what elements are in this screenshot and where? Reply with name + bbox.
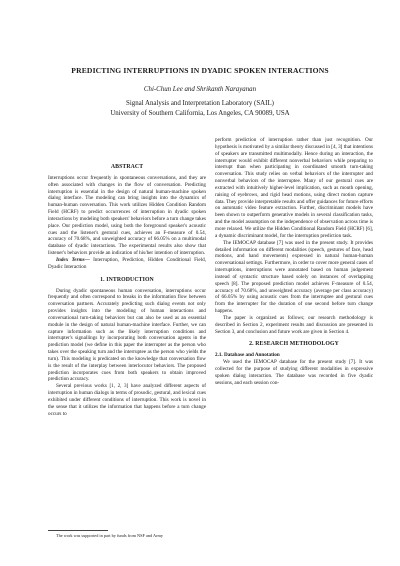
left-column [48,164,206,418]
introduction-paragraph-2: Several previous works [1, 2, 3] have analyzed different aspects of interruption in human dialogs in terms of prosodic, gestural, and lexical cues exhibited under different conditions of interruption. This work is novel in the sense that it utilizes the information that happens before a turn change occurs to [48,383,206,417]
index-terms [48,257,206,271]
right-paragraph-2: The IEMOCAP database [7] was used in the present study. It provides detailed information on different modalities (speech, gestures of face, head motions, and hand movements) expressed in natural human-human conversational settings. Furthermore, in order to cover more general cases of interruptions, interruptions were annotated based on human judgement instead of syntactic structure based solely on instances of overlapping speech [8]. The proposed prediction model achieves F-measure of 0.54, accuracy of 70.68%, and unweighted accuracy (average per class accuracy) of 66.05% by using acoustic cues from the interruptee and gestural cues from the interrupter for the duration of one second before turn change happens. [215,239,373,315]
affiliation-university: University of Southern California, Los Angeles, CA 90089, USA [110,110,290,117]
right-column [215,137,373,387]
footnote: The work was supported in part by funds from NSF and Army [56,533,164,538]
introduction-heading: 1. INTRODUCTION [100,276,154,283]
index-terms-list: Interruption, Prediction, Hidden Conditional Field, Dyadic Interaction [48,256,207,270]
abstract-body: Interruptions occur frequently in spontaneous conversations, and they are often associated with changes in the flow of conversation. Predicting interruption is essential in the design of natural human-machine spoken dialog interface. The modeling can bring insights into the dynamics of human-human conversation. This work utilizes Hidden Condition Random Field (HCRF) to predict occurrences of interruption in dyadic spoken interactions by modeling both speakers' behaviors before a turn change takes place. Our prediction model, using both the foreground speaker's acoustic cues and the listener's gestural cues, achieves an F-measure of 0.54, accuracy of 70.68%, and unweighted accuracy of 66.05% on a multimodal database of dyadic interactions. The experimental results also show that listener's behaviors provide an indication of his/her intention of interruption. [48,174,206,257]
subsection-heading: 2.1. Database and Annotation [215,352,280,359]
right-paragraph-3: The paper is organized as follows; our research methodology is described in Section 2, experiment results and discussion are presented in Section 3, and conclusion and future work are given in Section 4. [215,314,373,335]
paper-authors: Chi-Chun Lee and Shrikanth Narayanan [143,86,257,93]
introduction-paragraph-1: During dyadic spontaneous human conversation, interruptions occur frequently and often correspond to breaks in the information flow between conversation partners. Accurately predicting such dialog events not only provides insights into the modeling of human interactions and conversational turn-taking behaviors but can also be used as an essential module in the design of natural human-machine interface. Further, we can capture information such as the likely interruption conditions and interrupter's signallings by incorporating both conversation agents in the prediction model (we define in this paper the interrupter as the person who takes over the speaking turn and the interruptee as the person who yields the turn). This modeling is predicated on the knowledge that conversation flow is the result of the interplay between interlocutor behaviors. The proposed prediction incorporates cues from both speakers to obtain improved prediction accuracy. [48,287,206,383]
right-paragraph-1: perform prediction of interruption rather than just recognition. Our hypothesis is motivated by a similar theory discussed in [4, 3] that intentions of speakers are transmitted multimodally. Hence during an interaction, the interrupter would exhibit different nonverbal behaviors while preparing to interrupt than when participating in coordinated smooth turn-taking conversation. This study relies on verbal behaviors of the interrupter and nonverbal behaviors of the interruptee. Many of our gestural cues are extracted with intuitively higher-level implication, such as mouth opening, raising of eyebrows, and rigid head motions, using direct motion capture data. They provide interpretable results and offer guidances for future efforts on automatic video feature extraction. Further, discriminant models have been shown to outperform generative models in several classification tasks, and the model assumption on the independence of observation across time is more relaxed. We utilize the Hidden Conditional Random Field (HCRF) [6], a dynamic discriminant model, for the interruption prediction task. [215,137,373,239]
abstract-heading: ABSTRACT [110,164,144,170]
footnote-rule [48,530,108,531]
methodology-heading: 2. RESEARCH METHODOLOGY [249,341,339,348]
right-paragraph-4: We used the IEMOCAP database for the present study [7]. It was collected for the purpose of studying different modalities in expressive spoken dialog interaction. The database was recorded in five dyadic sessions, and each session con- [215,359,373,386]
index-terms-label: Index Terms— [56,256,90,263]
paper-title: PREDICTING INTERRUPTIONS IN DYADIC SPOKEN INTERACTIONS [71,66,329,75]
affiliation-lab: Signal Analysis and Interpretation Laboratory (SAIL) [126,100,274,107]
